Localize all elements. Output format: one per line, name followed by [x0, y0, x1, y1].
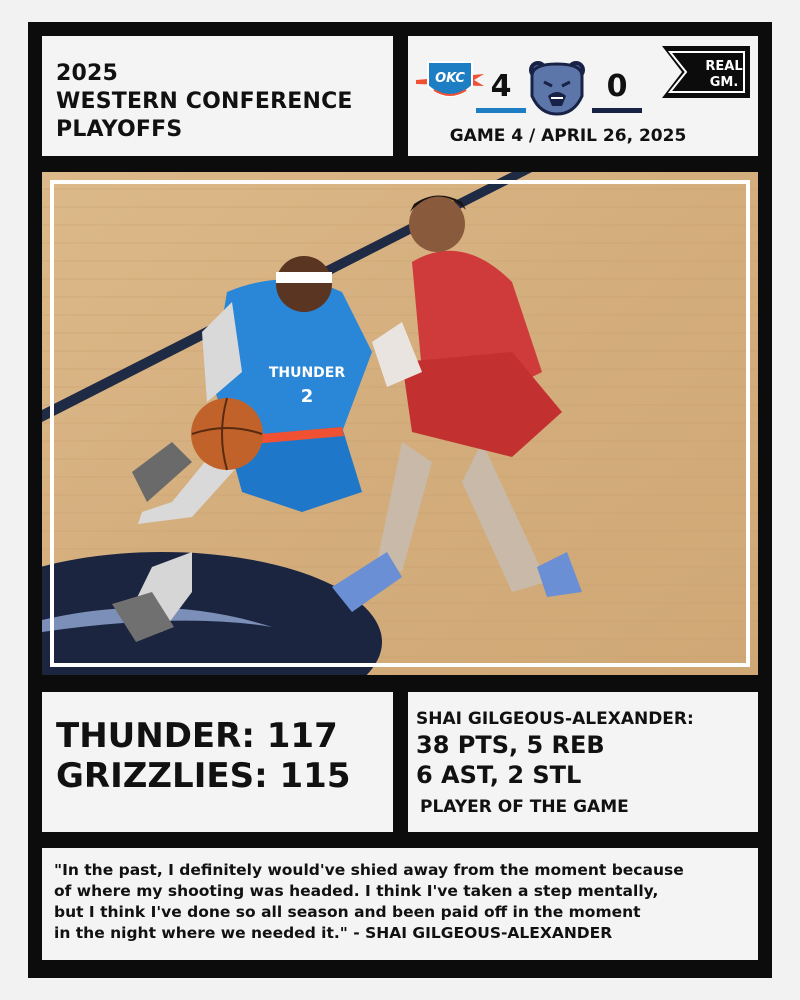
game-photo — [42, 172, 758, 675]
quote-line-4: in the night where we needed it." - SHAI GILGEOUS-ALEXANDER — [54, 924, 613, 942]
stat-line-1: 38 PTS, 5 REB — [416, 731, 605, 759]
mem-score-underline — [592, 108, 642, 113]
mem-series-wins: 0 — [606, 69, 628, 104]
header-round: PLAYOFFS — [56, 117, 183, 142]
player-name: SHAI GILGEOUS-ALEXANDER: — [416, 709, 694, 729]
player-of-game-panel — [408, 692, 758, 832]
realgm-logo-line2: GM. — [709, 75, 739, 90]
header-year: 2025 — [56, 61, 119, 86]
grizzlies-score: GRIZZLIES: 115 — [56, 756, 351, 796]
quote-line-3: but I think I've done so all season and been paid off in the moment — [54, 903, 641, 921]
okc-score-underline — [476, 108, 526, 113]
jersey-text: THUNDER — [268, 365, 346, 381]
realgm-logo-line1: REAL — [705, 59, 743, 74]
game-info: GAME 4 / APRIL 26, 2025 — [449, 126, 687, 146]
quote-line-1: "In the past, I definitely would've shied away from the moment because — [54, 861, 684, 879]
header-conference: WESTERN CONFERENCE — [56, 89, 353, 114]
series-panel — [408, 36, 758, 156]
grizzlies-logo-icon — [526, 58, 588, 116]
quote-line-2: of where my shooting was headed. I think I've taken a step mentally, — [54, 882, 659, 900]
header-title-panel — [42, 36, 393, 156]
stat-line-2: 6 AST, 2 STL — [416, 761, 582, 789]
jersey-number: 2 — [300, 386, 314, 407]
thunder-score: THUNDER: 117 — [56, 716, 338, 756]
graphic-frame — [28, 22, 772, 978]
photo-inner-border — [50, 180, 750, 667]
quote-panel — [42, 848, 758, 960]
svg-text:OKC: OKC — [435, 71, 465, 86]
final-score-panel — [42, 692, 393, 832]
okc-series-wins: 4 — [490, 69, 512, 104]
player-of-game-label: PLAYER OF THE GAME — [420, 797, 629, 817]
realgm-logo-icon — [660, 44, 752, 100]
